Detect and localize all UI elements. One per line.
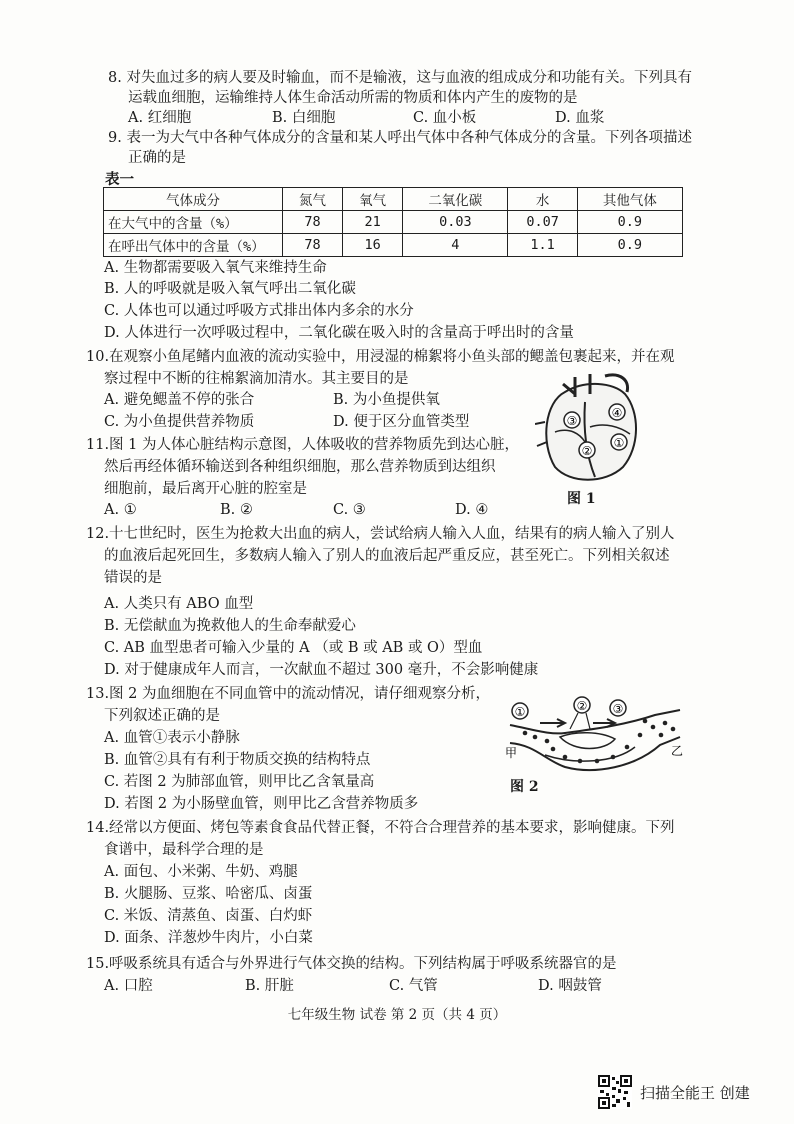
- q8-option-b: B. 白细胞: [272, 110, 336, 126]
- table-cell: 在呼出气体中的含量（%）: [104, 234, 283, 257]
- q13-option-b: B. 血管②具有有利于物质交换的结构特点: [104, 752, 371, 768]
- q11-stem-line2: 然后再经体循环输送到各种组织细胞，那么营养物质到达组织: [104, 459, 496, 475]
- table-cell: 0.03: [403, 211, 508, 234]
- q10-option-a: A. 避免鳃盖不停的张合: [104, 392, 255, 408]
- table-header-cell: 氧气: [343, 188, 403, 211]
- q12-option-c: C. AB 血型患者可输入少量的 A （或 B 或 AB 或 O）型血: [104, 640, 483, 656]
- vessel-mark-jia: 甲: [505, 746, 518, 760]
- table-header-cell: 二氧化碳: [403, 188, 508, 211]
- table-header-row: [104, 188, 683, 211]
- q14-option-c: C. 米饭、清蒸鱼、卤蛋、白灼虾: [104, 908, 313, 924]
- q15-option-a: A. 口腔: [104, 978, 153, 994]
- table-row: [104, 234, 683, 257]
- table-title: 表一: [105, 171, 134, 188]
- q12-stem-line3: 错误的是: [104, 570, 162, 586]
- q8-stem-line2: 运载血细胞，运输维持人体生命活动所需的物质和体内产生的废物的是: [128, 90, 578, 106]
- table-cell: 1.1: [508, 234, 577, 257]
- q8-option-d: D. 血浆: [555, 110, 605, 126]
- table-header-cell: 氮气: [283, 188, 343, 211]
- q11-option-b: B. ②: [220, 502, 253, 518]
- vessel-mark-2: ②: [576, 699, 588, 713]
- qr-code-icon: [598, 1075, 632, 1109]
- q11-option-a: A. ①: [104, 502, 137, 518]
- table-cell: 4: [403, 234, 508, 257]
- vessel-mark-3: ③: [612, 702, 624, 716]
- q9-option-d: D. 人体进行一次呼吸过程中，二氧化碳在吸入时的含量高于呼出时的含量: [104, 325, 574, 341]
- heart-mark-4: ④: [611, 406, 623, 420]
- q10-option-b: B. 为小鱼提供氧: [333, 392, 440, 408]
- table-cell: 0.07: [508, 211, 577, 234]
- q11-stem-line3: 细胞前，最后离开心脏的腔室是: [104, 481, 307, 497]
- heart-mark-3: ③: [566, 414, 578, 428]
- q9-option-c: C. 人体也可以通过呼吸方式排出体内多余的水分: [104, 303, 414, 319]
- heart-mark-2: ②: [581, 444, 593, 458]
- q8-option-a: A. 红细胞: [128, 110, 192, 126]
- q13-option-a: A. 血管①表示小静脉: [104, 730, 240, 746]
- q9-stem-line2: 正确的是: [128, 150, 186, 166]
- q12-option-a: A. 人类只有 ABO 血型: [104, 596, 254, 612]
- scanner-watermark: 扫描全能王 创建: [640, 1084, 750, 1102]
- vessel-mark-1: ①: [514, 705, 526, 719]
- table-header-cell: 其他气体: [577, 188, 682, 211]
- table-header-cell: 水: [508, 188, 577, 211]
- gas-content-table: [103, 187, 683, 257]
- table-cell: 78: [283, 234, 343, 257]
- q10-option-c: C. 为小鱼提供营养物质: [104, 414, 255, 430]
- q14-stem-line2: 食谱中，最科学合理的是: [104, 842, 264, 858]
- table-cell: 0.9: [577, 211, 682, 234]
- figure-2-label: 图 2: [510, 779, 539, 795]
- page-footer: 七年级生物 试卷 第 2 页（共 4 页）: [287, 1007, 507, 1023]
- q9-option-a: A. 生物都需要吸入氧气来维持生命: [104, 260, 327, 276]
- q14-option-b: B. 火腿肠、豆浆、哈密瓜、卤蛋: [104, 886, 313, 902]
- q10-stem-line1: 10.在观察小鱼尾鳍内血液的流动实验中，用浸湿的棉絮将小鱼头部的鳃盖包裹起来，并在观: [86, 349, 675, 365]
- table-cell: 16: [343, 234, 403, 257]
- q12-stem-line1: 12.十七世纪时，医生为抢救大出血的病人，尝试给病人输入人血，结果有的病人输入了别人: [86, 526, 675, 542]
- figure-1-label: 图 1: [567, 491, 596, 507]
- table-row: [104, 211, 683, 234]
- q13-stem-line2: 下列叙述正确的是: [104, 708, 220, 724]
- q14-option-d: D. 面条、洋葱炒牛肉片，小白菜: [104, 930, 313, 946]
- table-cell: 21: [343, 211, 403, 234]
- table-cell: 78: [283, 211, 343, 234]
- q15-option-b: B. 肝脏: [245, 978, 294, 994]
- q10-option-d: D. 便于区分血管类型: [333, 414, 470, 430]
- q11-stem-line1: 11.图 1 为人体心脏结构示意图，人体吸收的营养物质先到达心脏，: [86, 437, 520, 453]
- q13-stem-line1: 13.图 2 为血细胞在不同血管中的流动情况，请仔细观察分析，: [86, 686, 491, 702]
- q15-stem-line1: 15.呼吸系统具有适合与外界进行气体交换的结构。下列结构属于呼吸系统器官的是: [86, 956, 617, 972]
- q8-stem-line1: 8. 对失血过多的病人要及时输血，而不是输液，这与血液的组成成分和功能有关。下列具有: [108, 70, 692, 86]
- q12-stem-line2: 的血液后起死回生，多数病人输入了别人的血液后起严重反应，甚至死亡。下列相关叙述: [104, 548, 670, 564]
- table-header-cell: 气体成分: [104, 188, 283, 211]
- q10-stem-line2: 察过程中不断的往棉絮滴加清水。其主要目的是: [104, 371, 409, 387]
- q8-option-c: C. 血小板: [413, 110, 477, 126]
- table-cell: 在大气中的含量（%）: [104, 211, 283, 234]
- q12-option-b: B. 无偿献血为挽救他人的生命奉献爱心: [104, 618, 356, 634]
- q11-option-d: D. ④: [455, 502, 489, 518]
- q14-stem-line1: 14.经常以方便面、烤包等素食食品代替正餐，不符合合理营养的基本要求，影响健康。下列: [86, 820, 675, 836]
- q15-option-c: C. 气管: [389, 978, 438, 994]
- q13-option-d: D. 若图 2 为小肠壁血管，则甲比乙含营养物质多: [104, 796, 419, 812]
- heart-diagram: [535, 372, 647, 487]
- q12-option-d: D. 对于健康成年人而言，一次献血不超过 300 毫升，不会影响健康: [104, 662, 539, 678]
- heart-mark-1: ①: [613, 436, 625, 450]
- q13-option-c: C. 若图 2 为肺部血管，则甲比乙含氧量高: [104, 774, 375, 790]
- q9-stem-line1: 9. 表一为大气中各种气体成分的含量和某人呼出气体中各种气体成分的含量。下列各项描述: [108, 130, 692, 146]
- q9-option-b: B. 人的呼吸就是吸入氧气呼出二氧化碳: [104, 281, 356, 297]
- q11-option-c: C. ③: [333, 502, 366, 518]
- vessel-mark-yi: 乙: [671, 744, 684, 758]
- table-cell: 0.9: [577, 234, 682, 257]
- q14-option-a: A. 面包、小米粥、牛奶、鸡腿: [104, 864, 298, 880]
- q15-option-d: D. 咽鼓管: [538, 978, 602, 994]
